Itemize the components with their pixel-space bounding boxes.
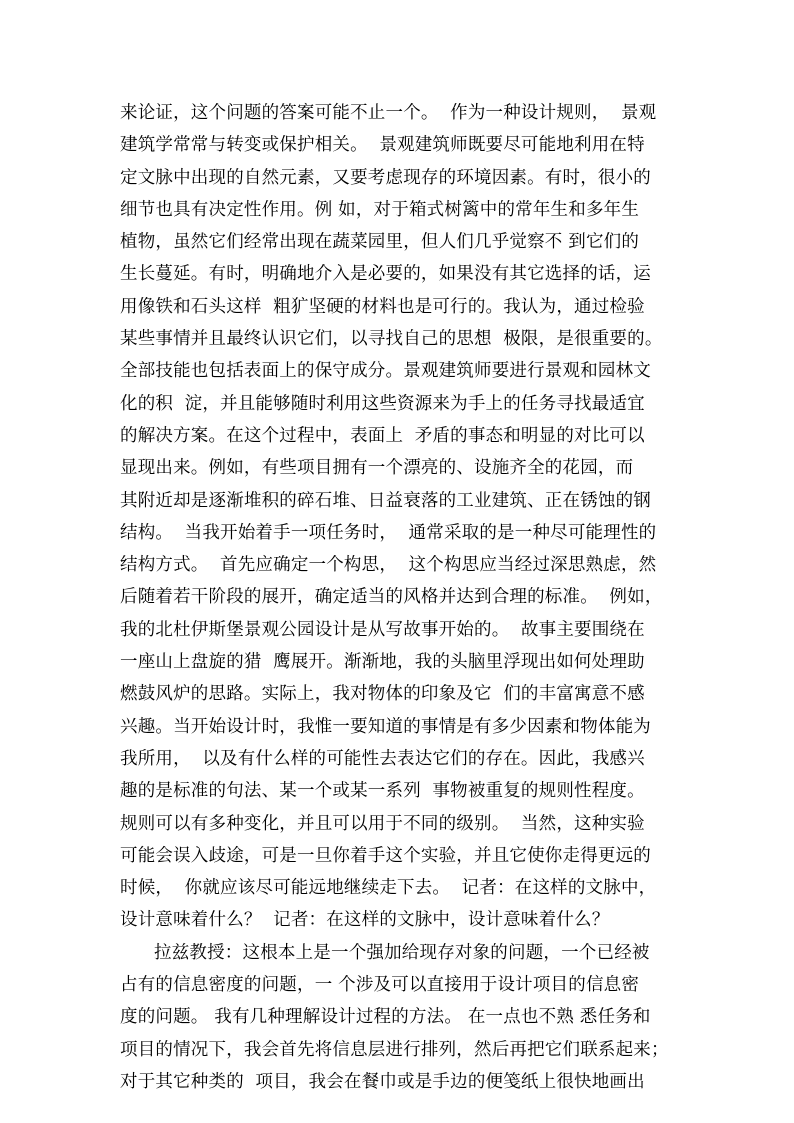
text-line: 细节也具有决定性作用。例 如，对于箱式树篱中的常年生和多年生 (120, 199, 640, 220)
text-line: 趣的是标准的句法、某一个或某一系列 事物被重复的规则性程度。 (120, 781, 645, 802)
text-line: 对于其它种类的 项目，我会在餐巾或是手边的便笺纸上很快地画出 (120, 1071, 645, 1092)
text-line: 规则可以有多种变化，并且可以用于不同的级别。 当然，这种实验 (120, 813, 645, 834)
text-line: 用像铁和石头这样 粗犷坚硬的材料也是可行的。我认为，通过检验 (120, 296, 645, 317)
text-line: 某些事情并且最终认识它们，以寻找自己的思想 极限，是很重要的。 (120, 329, 663, 350)
text-line: 可能会误入歧途，可是一旦你着手这个实验，并且它使你走得更远的 (120, 845, 651, 866)
text-line: 来论证，这个问题的答案可能不止一个。 作为一种设计规则， 景观 (120, 103, 657, 123)
text-line: 结构方式。 首先应确定一个构思， 这个构思应当经过深思熟虑，然 (120, 555, 657, 576)
text-line: 度的问题。 我有几种理解设计过程的方法。 在一点也不熟 悉任务和 (120, 1007, 651, 1028)
text-line: 建筑学常常与转变或保护相关。 景观建筑师既要尽可能地利用在特 (120, 135, 645, 156)
text-line: 显现出来。例如，有些项目拥有一个漂亮的、设施齐全的花园，而 (120, 458, 634, 479)
text-line: 结构。 当我开始着手一项任务时， 通常采取的是一种尽可能理性的 (120, 522, 657, 543)
text-line: 后随着若干阶段的展开，确定适当的风格并达到合理的标准。 例如， (120, 587, 663, 608)
text-line: 生长蔓延。有时，明确地介入是必要的，如果没有其它选择的话，运 (120, 264, 651, 285)
text-line: 我的北杜伊斯堡景观公园设计是从写故事开始的。 故事主要围绕在 (120, 619, 645, 640)
text-line: 燃鼓风炉的思路。实际上，我对物体的印象及它 们的丰富寓意不感 (120, 684, 645, 705)
text-line: 定文脉中出现的自然元素，又要考虑现存的环境因素。有时，很小的 (120, 167, 651, 188)
text-line: 时候， 你就应该尽可能远地继续走下去。 记者：在这样的文脉中， (120, 878, 657, 899)
text-line: 其附近却是逐渐堆积的碎石堆、日益衰落的工业建筑、正在锈蚀的钢 (120, 490, 651, 511)
paragraph-first-line: 拉兹教授：这根本上是一个强加给现存对象的问题，一个已经被 (154, 942, 650, 963)
text-line: 化的积 淀，并且能够随时利用这些资源来为手上的任务寻找最适宜 (120, 393, 645, 414)
text-line: 一座山上盘旋的猎 鹰展开。渐渐地，我的头脑里浮现出如何处理助 (120, 652, 645, 673)
text-line: 植物，虽然它们经常出现在蔬菜园里，但人们几乎觉察不 到它们的 (120, 232, 640, 253)
text-line: 的解决方案。在这个过程中，表面上 矛盾的事态和明显的对比可以 (120, 425, 645, 446)
text-line: 设计意味着什么？ 记者：在这样的文脉中，设计意味着什么？ (120, 910, 610, 931)
body-text (120, 97, 682, 1098)
text-line: 占有的信息密度的问题，一 个涉及可以直接用于设计项目的信息密 (120, 975, 640, 996)
text-line: 我所用， 以及有什么样的可能性去表达它们的存在。因此，我感兴 (120, 748, 645, 769)
text-line: 兴趣。当开始设计时，我惟一要知道的事情是有多少因素和物体能为 (120, 716, 651, 737)
text-line: 全部技能也包括表面上的保守成分。景观建筑师要进行景观和园林文 (120, 361, 651, 382)
text-line: 项目的情况下，我会首先将信息层进行排列，然后再把它们联系起来； (120, 1039, 669, 1060)
